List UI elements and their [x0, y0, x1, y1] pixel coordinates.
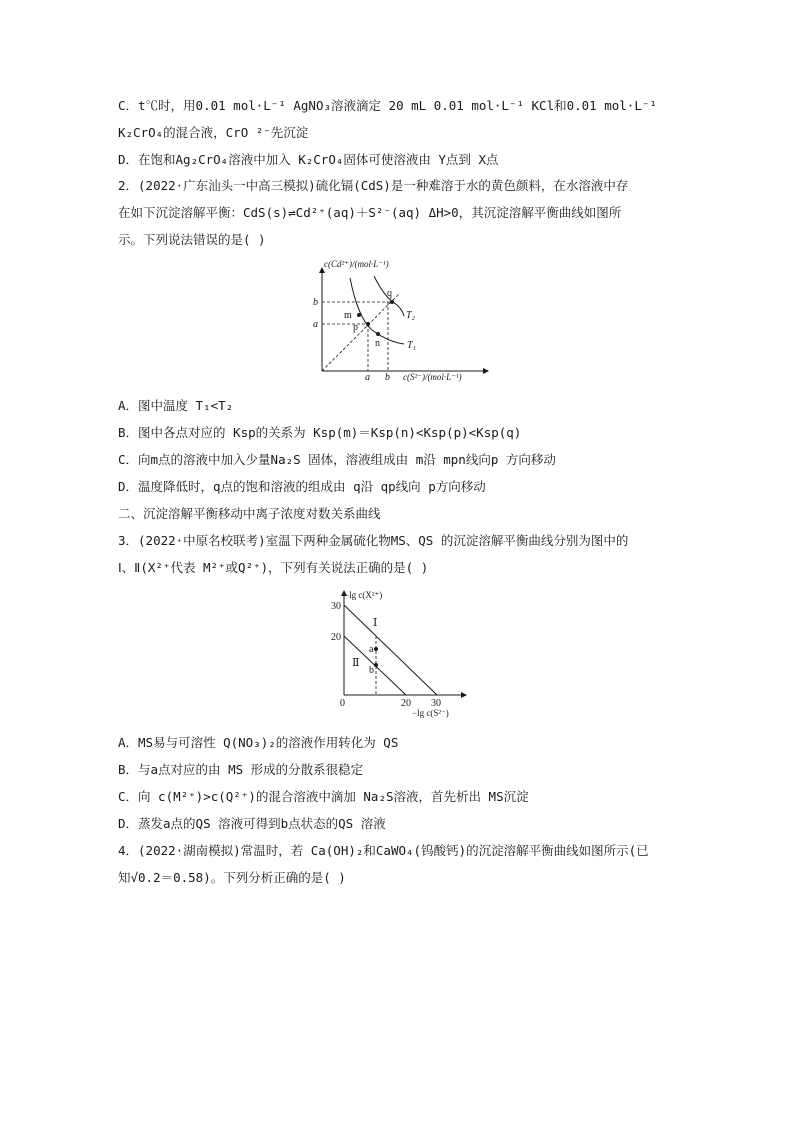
tick-a-y: a [313, 319, 318, 330]
option-c-q2: C．向m点的溶液中加入少量Na₂S 固体，溶液组成由 m沿 mpn线向p 方向移动 [118, 452, 556, 467]
point-q-label: q [387, 288, 392, 299]
option-d-q3: D．蒸发a点的QS 溶液可得到b点状态的QS 溶液 [118, 816, 386, 831]
line-I-label: Ⅰ [373, 617, 378, 629]
question-4-stem-line2: 知√0.2＝0.58)。下列分析正确的是( ) [118, 870, 346, 885]
option-d-q2: D．温度降低时，q点的饱和溶液的组成由 q沿 qp线向 p方向移动 [118, 479, 486, 494]
section-heading-2: 二、沉淀溶解平衡移动中离子浓度对数关系曲线 [118, 506, 381, 521]
point-m-label: m [344, 310, 352, 321]
x-axis-label: −lg c(S²⁻) [412, 708, 449, 718]
point-m-marker [357, 313, 361, 317]
point-p-label: p [353, 322, 358, 333]
y-tick-30: 30 [331, 601, 341, 612]
option-b-q2: B．图中各点对应的 Ksp的关系为 Ksp(m)＝Ksp(n)<Ksp(p)<Ksp(q) [118, 425, 522, 440]
question-4-stem-line1: 4．(2022·湖南模拟)常温时，若 Ca(OH)₂和CaWO₄(钨酸钙)的沉淀溶解平衡曲线如图所示(已 [118, 843, 649, 858]
option-c-q3: C．向 c(M²⁺)>c(Q²⁺)的混合溶液中滴加 Na₂S溶液，首先析出 MS沉淀 [118, 789, 529, 804]
tick-b-y: b [313, 297, 318, 308]
option-d-q1: D．在饱和Ag₂CrO₄溶液中加入 K₂CrO₄固体可使溶液由 Y点到 X点 [118, 152, 499, 167]
point-p-marker [366, 322, 370, 326]
tick-b-x: b [385, 372, 390, 383]
option-c-q1-line2: K₂CrO₄的混合液，CrO ²⁻先沉淀 [118, 125, 309, 140]
option-a-q2: A．图中温度 T₁<T₂ [118, 398, 234, 413]
line-II-label: Ⅱ [352, 657, 360, 669]
tick-a-x: a [365, 372, 370, 383]
point-n-marker [376, 332, 380, 336]
line-I [344, 605, 437, 695]
question-3-stem-line2: Ⅰ、Ⅱ(X²⁺代表 M²⁺或Q²⁺)，下列有关说法正确的是( ) [118, 560, 429, 575]
curve-t1-label: T₁ [407, 340, 417, 351]
point-q-marker [390, 300, 394, 304]
question-2-stem-line3: 示。下列说法错误的是( ) [118, 232, 266, 247]
point-a-marker [374, 647, 378, 651]
x-axis-label: c(S²⁻)/(mol·L⁻¹) [403, 372, 462, 382]
x-tick-20: 20 [401, 698, 411, 709]
x-tick-30: 30 [431, 698, 441, 709]
option-c-q1-line1: C．t℃时，用0.01 mol·L⁻¹ AgNO₃溶液滴定 20 mL 0.01 mol·L⁻¹ KCl和0.01 mol·L⁻¹ [118, 98, 657, 113]
option-b-q3: B．与a点对应的由 MS 形成的分散系很稳定 [118, 762, 364, 777]
y-axis-label: c(Cd²⁺)/(mol·L⁻¹) [324, 259, 389, 269]
point-b-marker [374, 663, 378, 667]
x-tick-0: 0 [340, 698, 345, 709]
option-a-q3: A．MS易与可溶性 Q(NO₃)₂的溶液作用转化为 QS [118, 735, 399, 750]
y-axis-label: −lg c(X²⁺) [344, 590, 383, 600]
question-2-stem-line2: 在如下沉淀溶解平衡：CdS(s)⇌Cd²⁺(aq)＋S²⁻(aq) ΔH>0，其沉淀溶解平衡曲线如图所 [118, 205, 622, 220]
figure-cds-solubility [300, 256, 500, 386]
y-tick-20: 20 [331, 632, 341, 643]
figure-metal-sulfide-curves [316, 585, 476, 723]
point-n-label: n [375, 338, 380, 349]
point-b-label: b [369, 665, 374, 676]
question-2-stem-line1: 2．(2022·广东汕头一中高三模拟)硫化镉(CdS)是一种难溶于水的黄色颜料，在水溶液中存 [118, 178, 629, 193]
question-3-stem-line1: 3．(2022·中原名校联考)室温下两种金属硫化物MS、QS 的沉淀溶解平衡曲线分别为图中的 [118, 533, 629, 548]
point-a-label: a [369, 644, 374, 655]
curve-t2-label: T₂ [406, 310, 416, 321]
